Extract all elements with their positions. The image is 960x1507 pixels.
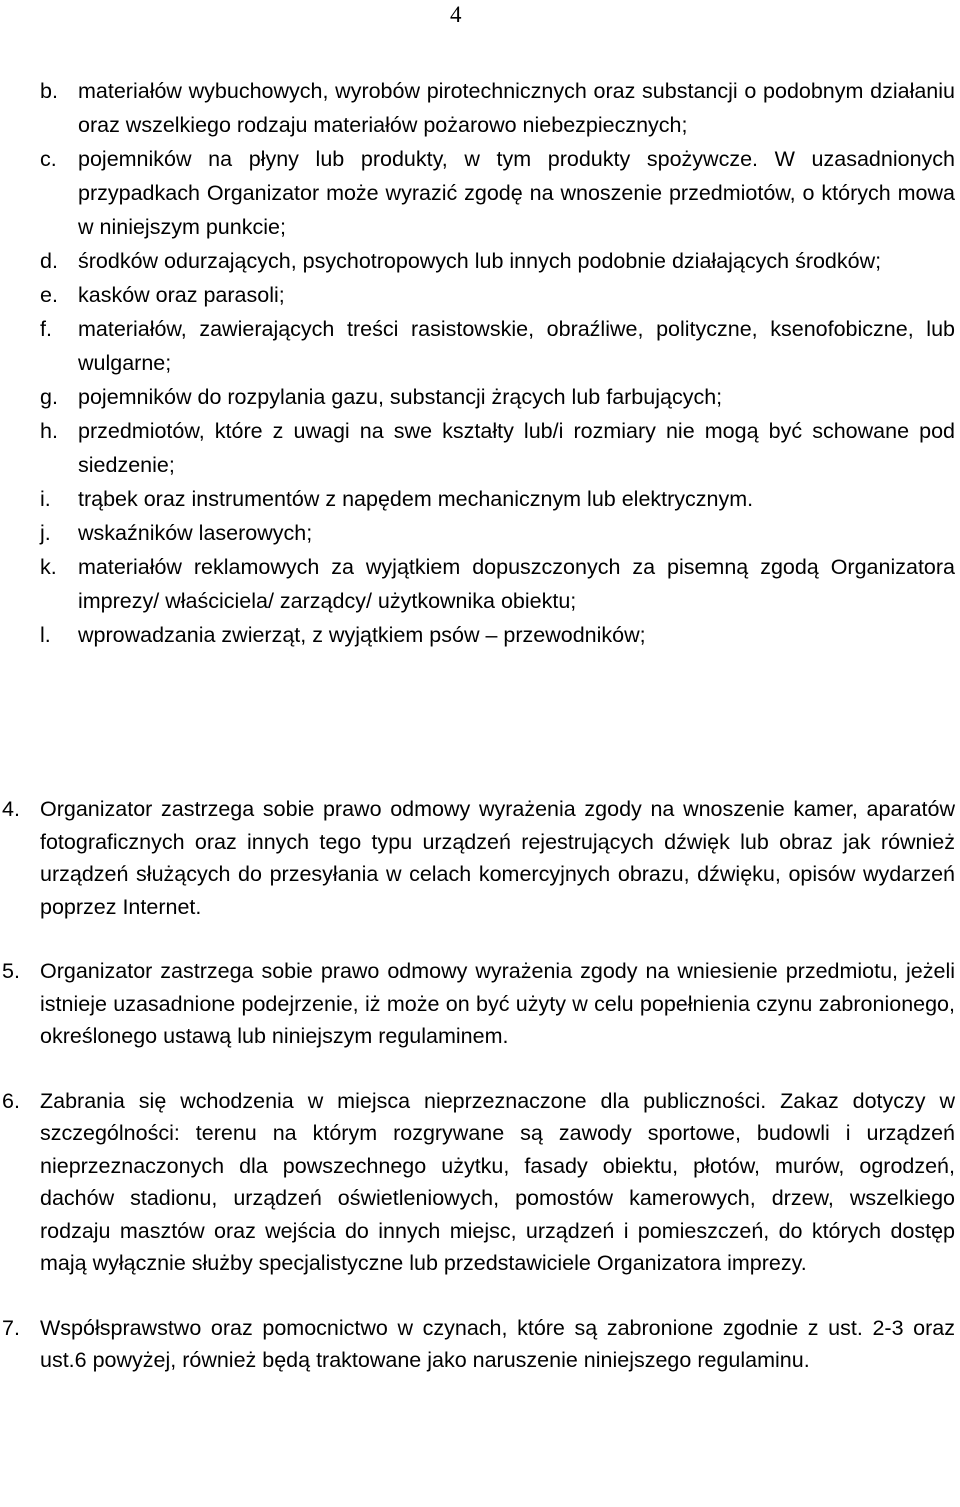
section-number: 5. xyxy=(2,959,20,983)
section-5 xyxy=(0,955,960,1053)
list-item-k xyxy=(0,550,960,618)
list-item-l xyxy=(0,618,960,652)
section-4 xyxy=(0,793,960,923)
section-6 xyxy=(0,1085,960,1280)
list-item-text: pojemników na płyny lub produkty, w tym produkty spożywcze. W uzasadnionych przypadkach Organizator może wyrazić zgodę na wnoszenie przedmiotów, o których mowa w niniejszym punkcie; xyxy=(78,147,955,239)
list-item-h xyxy=(0,414,960,482)
list-item-text: środków odurzających, psychotropowych lub innych podobnie działających środków; xyxy=(78,249,882,273)
list-marker: b. xyxy=(40,79,58,103)
list-item-text: pojemników do rozpylania gazu, substancji żrących lub farbujących; xyxy=(78,385,723,409)
list-marker: f. xyxy=(40,317,52,341)
list-marker: c. xyxy=(40,147,57,171)
list-marker: l. xyxy=(40,623,51,647)
list-item-text: kasków oraz parasoli; xyxy=(78,283,285,307)
list-item-b xyxy=(0,74,960,142)
section-text: Organizator zastrzega sobie prawo odmowy wyrażenia zgody na wnoszenie kamer, aparatów fotograficznych oraz innych tego typu urządzeń rejestrujących dźwięk lub obraz jak również urządzeń służących do przesyłania w celach komercyjnych obrazu, dźwięku, opisów wydarzeń poprzez Internet. xyxy=(40,797,955,919)
list-item-text: wskaźników laserowych; xyxy=(78,521,313,545)
section-text: Zabrania się wchodzenia w miejsca nieprzeznaczone dla publiczności. Zakaz dotyczy w szczególności: terenu na którym rozgrywane są zawody sportowe, budowli i urządzeń nieprzeznaczonych dla powszechnego użytku, fasady obiektu, płotów, murów, ogrodzeń, dachów stadionu, urządzeń oświetleniowych, pomostów kamerowych, drzew, wszelkiego rodzaju masztów oraz wejścia do innych miejsc, urządzeń i pomieszczeń, do których dostęp mają wyłącznie służby specjalistyczne lub przedstawiciele Organizatora imprezy. xyxy=(40,1088,955,1275)
list-item-d xyxy=(0,244,960,278)
list-marker: e. xyxy=(40,283,58,307)
list-item-g xyxy=(0,380,960,414)
list-item-text: trąbek oraz instrumentów z napędem mechanicznym lub elektrycznym. xyxy=(78,487,754,511)
section-text: Współsprawstwo oraz pomocnictwo w czynach, które są zabronione zgodnie z ust. 2-3 oraz ust.6 powyżej, również będą traktowane jako naruszenie niniejszego regulaminu. xyxy=(40,1315,955,1372)
list-item-text: wprowadzania zwierząt, z wyjątkiem psów – przewodników; xyxy=(78,623,646,647)
list-marker: j. xyxy=(40,521,51,545)
list-item-text: przedmiotów, które z uwagi na swe kształty lub/i rozmiary nie mogą być schowane pod siedzenie; xyxy=(78,419,955,477)
list-marker: h. xyxy=(40,419,58,443)
section-number: 4. xyxy=(2,797,20,821)
list-item-e xyxy=(0,278,960,312)
list-item-j xyxy=(0,516,960,550)
section-7 xyxy=(0,1312,960,1377)
page-number: 4 xyxy=(450,2,462,27)
list-item-f xyxy=(0,312,960,380)
list-item-text: materiałów wybuchowych, wyrobów pirotechnicznych oraz substancji o podobnym działaniu oraz wszelkiego rodzaju materiałów pożarowo niebezpiecznych; xyxy=(78,79,955,137)
list-item-c xyxy=(0,142,960,244)
section-number: 7. xyxy=(2,1315,20,1340)
section-number: 6. xyxy=(2,1088,20,1113)
list-marker: d. xyxy=(40,249,58,273)
list-marker: i. xyxy=(40,487,51,511)
list-item-text: materiałów reklamowych za wyjątkiem dopuszczonych za pisemną zgodą Organizatora imprezy/ właściciela/ zarządcy/ użytkownika obiektu; xyxy=(78,555,955,613)
list-item-text: materiałów, zawierających treści rasistowskie, obraźliwe, polityczne, ksenofobiczne, lub wulgarne; xyxy=(78,317,955,375)
prohibited-items-list xyxy=(0,74,960,652)
list-item-i xyxy=(0,482,960,516)
section-text: Organizator zastrzega sobie prawo odmowy wyrażenia zgody na wniesienie przedmiotu, jeżeli istnieje uzasadnione podejrzenie, iż może on być użyty w celu popełnienia czynu zabronionego, określonego ustawą lub niniejszym regulaminem. xyxy=(40,959,955,1048)
list-marker: k. xyxy=(40,555,57,579)
regulation-sections xyxy=(0,793,960,1377)
list-marker: g. xyxy=(40,385,58,409)
